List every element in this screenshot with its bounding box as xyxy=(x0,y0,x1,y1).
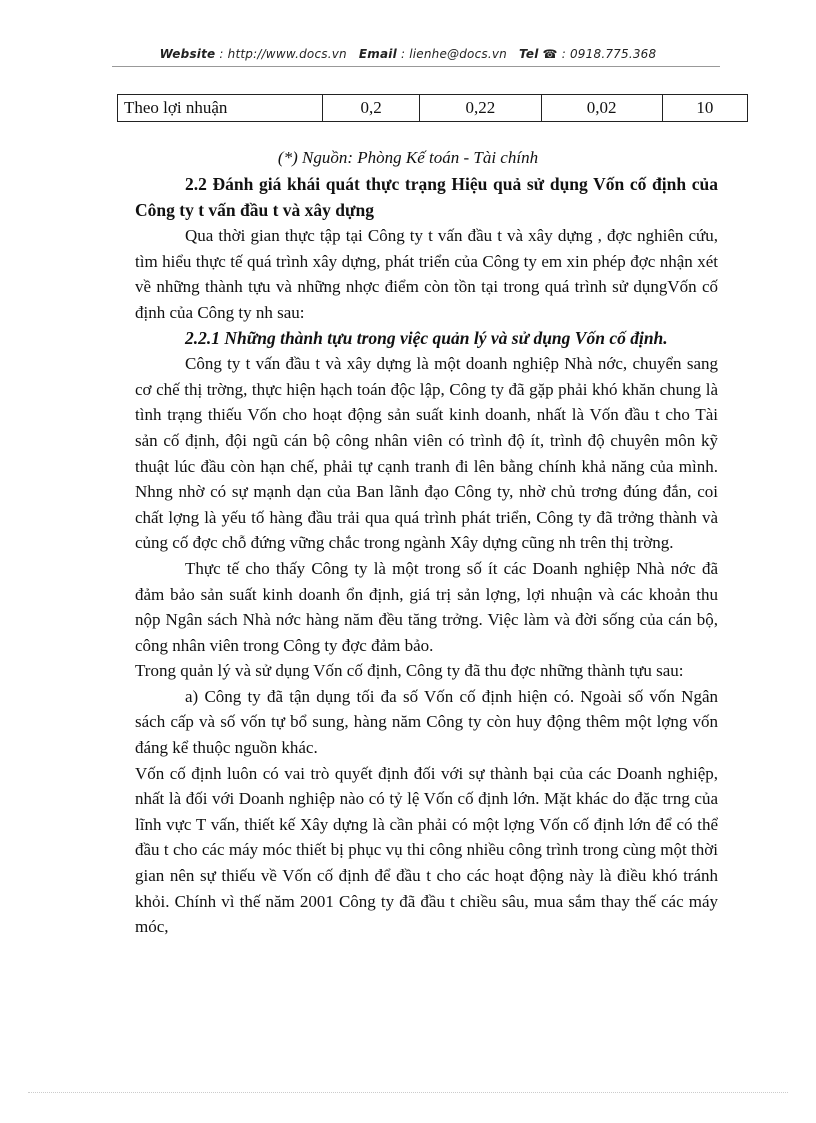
page-header xyxy=(0,47,816,61)
footer-divider xyxy=(28,1092,788,1093)
table-cell: 0,02 xyxy=(541,95,662,122)
paragraph: Qua thời gian thực tập tại Công ty t vấn đầu t và xây dựng , đợc nghiên cứu, tìm hiểu thực tế quá trình xây dựng, phát triển của Công ty em xin phép đợc nhận xét về những thành tựu và những nhợc điểm còn tồn tại trong quá trình sử dụngVốn cố định của Công ty nh sau: xyxy=(135,226,718,322)
section-heading-2-2: 2.2 Đánh giá khái quát thực trạng Hiệu quả sử dụng Vốn cố định của Công ty t vấn đầu t và xây dựng xyxy=(135,174,718,220)
data-table xyxy=(117,94,748,122)
website-value: : http://www.docs.vn xyxy=(219,47,347,61)
paragraph: Vốn cố định luôn có vai trò quyết định đối với sự thành bại của các Doanh nghiệp, nhất là đối với Doanh nghiệp nào có tỷ lệ Vốn cố định lớn. Mặt khác do đặc trng của lĩnh vực T vấn, thiết kế Xây dựng là cần phải có một lợng Vốn cố định lớn để có thể đầu t cho các máy móc thiết bị phục vụ thi công nhiều công trình trong cùng một thời gian nên sự thiếu về Vốn cố định để đầu t cho các hoạt động này là điều khó tránh khỏi. Chính vì thế năm 2001 Công ty đã đầu t chiều sâu, mua sắm thay thế các máy móc, xyxy=(135,763,718,937)
section-heading-2-2-1: 2.2.1 Những thành tựu trong việc quản lý và sử dụng Vốn cố định. xyxy=(185,327,668,348)
table-cell-label: Theo lợi nhuận xyxy=(118,95,323,122)
paragraph: Trong quản lý và sử dụng Vốn cố định, Công ty đã thu đợc những thành tựu sau: xyxy=(135,661,684,681)
phone-icon: ☎ xyxy=(542,47,558,61)
email-label: Email xyxy=(358,47,397,61)
table-cell: 0,2 xyxy=(323,95,420,122)
paragraph: a) Công ty đã tận dụng tối đa số Vốn cố định hiện có. Ngoài số vốn Ngân sách cấp và số vốn tự bổ sung, hàng năm Công ty còn huy động thêm một lợng vốn đáng kể thuộc nguồn khác. xyxy=(135,686,718,758)
header-divider xyxy=(112,66,720,67)
table-cell: 0,22 xyxy=(420,95,541,122)
table-cell: 10 xyxy=(662,95,747,122)
tel-value: : 0918.775.368 xyxy=(561,47,657,61)
source-note: (*) Nguồn: Phòng Kế toán - Tài chính xyxy=(277,148,539,167)
website-label: Website xyxy=(159,47,216,61)
table-row xyxy=(118,95,748,122)
tel-label: Tel xyxy=(519,47,539,61)
document-body xyxy=(135,172,718,940)
paragraph: Công ty t vấn đầu t và xây dựng là một doanh nghiệp Nhà nớc, chuyển sang cơ chế thị trờng, thực hiện hạch toán độc lập, Công ty đã gặp phải khó khăn chung là tình trạng thiếu Vốn cho hoạt động sản suất kinh doanh, nhất là Vốn đầu t cho Tài sản cố định, đội ngũ cán bộ công nhân viên có trình độ ít, trình độ chuyên môn kỹ thuật lúc đầu còn hạn chế, phải tự cạnh tranh đi lên bằng chính khả năng của mình. Nhng nhờ có sự mạnh dạn của Ban lãnh đạo Công ty, nhờ chủ trơng đúng đắn, coi chất lợng là yếu tố hàng đầu trải qua quá trình phát triển, Công ty đã trởng thành và củng cố đợc chỗ đứng vững chắc trong ngành Xây dựng cũng nh trên thị trờng. xyxy=(135,354,718,553)
email-value: : lienhe@docs.vn xyxy=(400,47,507,61)
paragraph: Thực tế cho thấy Công ty là một trong số ít các Doanh nghiệp Nhà nớc đã đảm bảo sản suất kinh doanh ổn định, giá trị sản lợng, lợi nhuận và các khoản thu nộp Ngân sách Nhà nớc hàng năm đều tăng trởng. Việc làm và đời sống của cán bộ, công nhân viên trong Công ty đợc đảm bảo. xyxy=(135,558,718,655)
